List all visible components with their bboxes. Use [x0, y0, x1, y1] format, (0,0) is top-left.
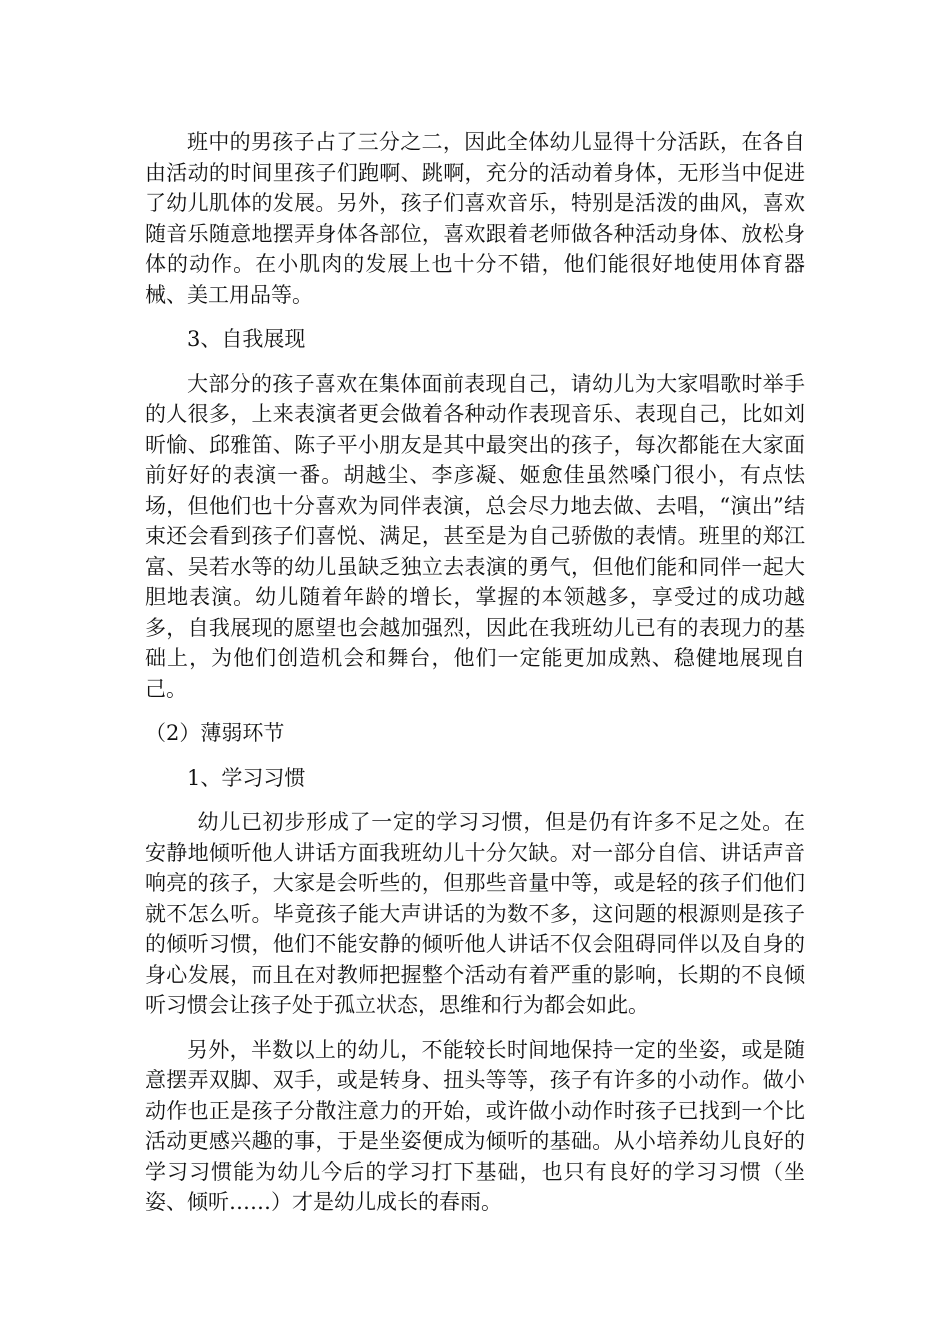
paragraph-self-expression: 大部分的孩子喜欢在集体面前表现自己，请幼儿为大家唱歌时举手的人很多，上来表演者更会做着各种动作表现音乐、表现自己，比如刘昕愉、邱雅笛、陈子平小朋友是其中最突出的孩子，每次都能在大家面前好好的表演一番。胡越尘、李彦凝、姬愈佳虽然嗓门很小，有点怯场，但他们也十分喜欢为同伴表演，总会尽力地去做、去唱，“演出”结束还会看到孩子们喜悦、满足，甚至是为自己骄傲的表情。班里的郑江富、吴若水等的幼儿虽缺乏独立去表演的勇气，但他们能和同伴一起大胆地表演。幼儿随着年龄的增长，掌握的本领越多，享受过的成功越多，自我展现的愿望也会越加强烈，因此在我班幼儿已有的表现力的基础上，为他们创造机会和舞台，他们一定能更加成熟、稳健地展现自己。: [145, 371, 805, 701]
paragraph-sitting-posture: 另外，半数以上的幼儿，不能较长时间地保持一定的坐姿，或是随意摆弄双脚、双手，或是转身、扭头等等，孩子有许多的小动作。做小动作也正是孩子分散注意力的开始，或许做小动作时孩子已找到一个比活动更感兴趣的事，于是坐姿便成为倾听的基础。从小培养幼儿良好的学习习惯能为幼儿今后的学习打下基础，也只有良好的学习习惯（坐姿、倾听……）才是幼儿成长的春雨。: [145, 1037, 805, 1214]
document-body: [145, 127, 805, 1232]
section-heading-weak-areas: （2）薄弱环节: [145, 721, 285, 745]
paragraph-physical-development: 班中的男孩子占了三分之二，因此全体幼儿显得十分活跃，在各自由活动的时间里孩子们跑啊、跳啊，充分的活动着身体，无形当中促进了幼儿肌体的发展。另外，孩子们喜欢音乐，特别是活泼的曲风，喜欢随音乐随意地摆弄身体各部位，喜欢跟着老师做各种活动身体、放松身体的动作。在小肌肉的发展上也十分不错，他们能很好地使用体育器械、美工用品等。: [145, 130, 805, 307]
section-heading-learning-habits: 1、学习习惯: [187, 765, 306, 790]
paragraph-learning-habits: 幼儿已初步形成了一定的学习习惯，但是仍有许多不足之处。在安静地倾听他人讲话方面我班幼儿十分欠缺。对一部分自信、讲话声音响亮的孩子，大家是会听些的，但那些音量中等，或是轻的孩子们他们就不怎么听。毕竟孩子能大声讲话的为数不多，这问题的根源则是孩子的倾听习惯，他们不能安静的倾听他人讲话不仅会阻碍同伴以及自身的身心发展，而且在对教师把握整个活动有着严重的影响，长期的不良倾听习惯会让孩子处于孤立状态，思维和行为都会如此。: [145, 810, 805, 1017]
section-heading-self-expression: 3、自我展现: [187, 327, 306, 351]
